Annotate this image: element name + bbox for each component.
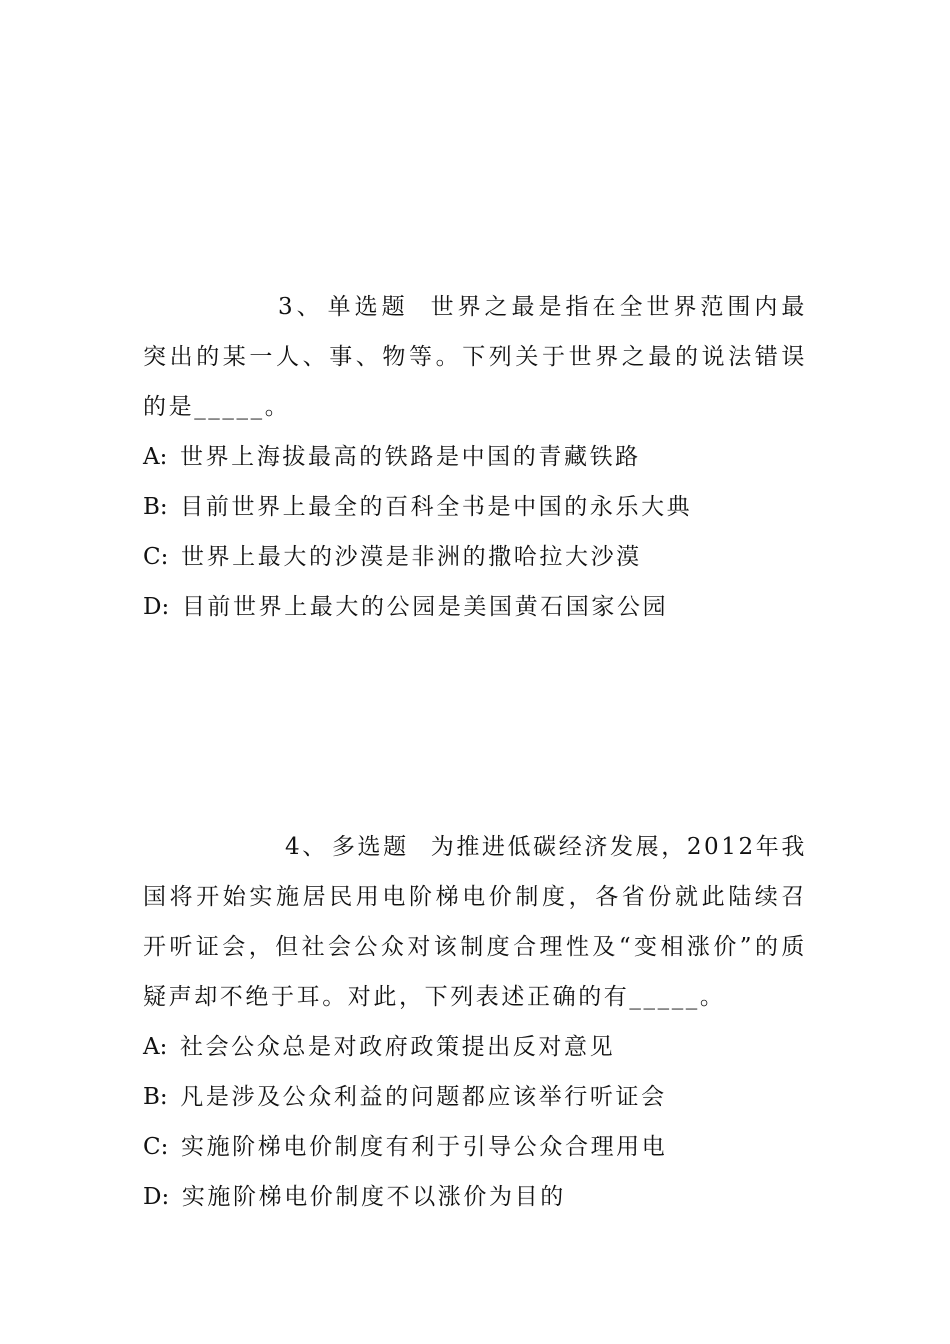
- question-number: 3、: [278, 294, 324, 320]
- option-letter: B: [143, 494, 160, 520]
- question-text: 世界之最是指在全世界范围内最突出的某一人、事、物等。下列关于世界之最的说法错误的是_____。: [143, 294, 807, 420]
- option-text: 凡是涉及公众利益的问题都应该举行听证会: [180, 1084, 667, 1110]
- option-separator: :: [159, 1034, 170, 1060]
- option-a[interactable]: [143, 432, 807, 482]
- option-letter: C: [143, 1134, 161, 1160]
- option-b[interactable]: [143, 482, 807, 532]
- question-stem: [143, 282, 807, 432]
- option-text: 社会公众总是对政府政策提出反对意见: [179, 1034, 616, 1060]
- question-type: 单选题: [327, 294, 409, 320]
- option-letter: B: [143, 1084, 160, 1110]
- option-a[interactable]: [143, 1022, 807, 1072]
- option-separator: :: [160, 1134, 171, 1160]
- option-separator: :: [161, 594, 172, 620]
- option-c[interactable]: [143, 1122, 807, 1172]
- option-letter: C: [143, 544, 161, 570]
- option-list: [143, 1022, 807, 1222]
- option-letter: D: [143, 1184, 162, 1210]
- question-4: [143, 822, 807, 1222]
- option-text: 世界上最大的沙漠是非洲的撒哈拉大沙漠: [180, 544, 642, 570]
- option-separator: :: [160, 544, 171, 570]
- option-letter: D: [143, 594, 162, 620]
- option-letter: A: [143, 1034, 160, 1060]
- option-text: 世界上海拔最高的铁路是中国的青藏铁路: [179, 444, 641, 470]
- option-separator: :: [159, 444, 170, 470]
- question-type: 多选题: [331, 834, 409, 860]
- option-text: 实施阶梯电价制度有利于引导公众合理用电: [180, 1134, 668, 1160]
- option-c[interactable]: [143, 532, 807, 582]
- option-d[interactable]: [143, 1172, 807, 1222]
- option-text: 实施阶梯电价制度不以涨价为目的: [181, 1184, 566, 1210]
- option-d[interactable]: [143, 582, 807, 632]
- option-letter: A: [143, 444, 160, 470]
- question-number: 4、: [285, 834, 328, 860]
- question-stem: [143, 822, 807, 1022]
- option-list: [143, 432, 807, 632]
- option-text: 目前世界上最大的公园是美国黄石国家公园: [181, 594, 669, 620]
- option-separator: :: [161, 1184, 172, 1210]
- option-b[interactable]: [143, 1072, 807, 1122]
- question-text: 为推进低碳经济发展，2012年我国将开始实施居民用电阶梯电价制度，各省份就此陆续召开听证会，但社会公众对该制度合理性及“变相涨价”的质疑声却不绝于耳。对此，下列表述正确的有_____。: [143, 834, 807, 1010]
- question-3: [143, 282, 807, 632]
- option-separator: :: [159, 494, 171, 520]
- option-text: 目前世界上最全的百科全书是中国的永乐大典: [180, 494, 693, 520]
- option-separator: :: [159, 1084, 171, 1110]
